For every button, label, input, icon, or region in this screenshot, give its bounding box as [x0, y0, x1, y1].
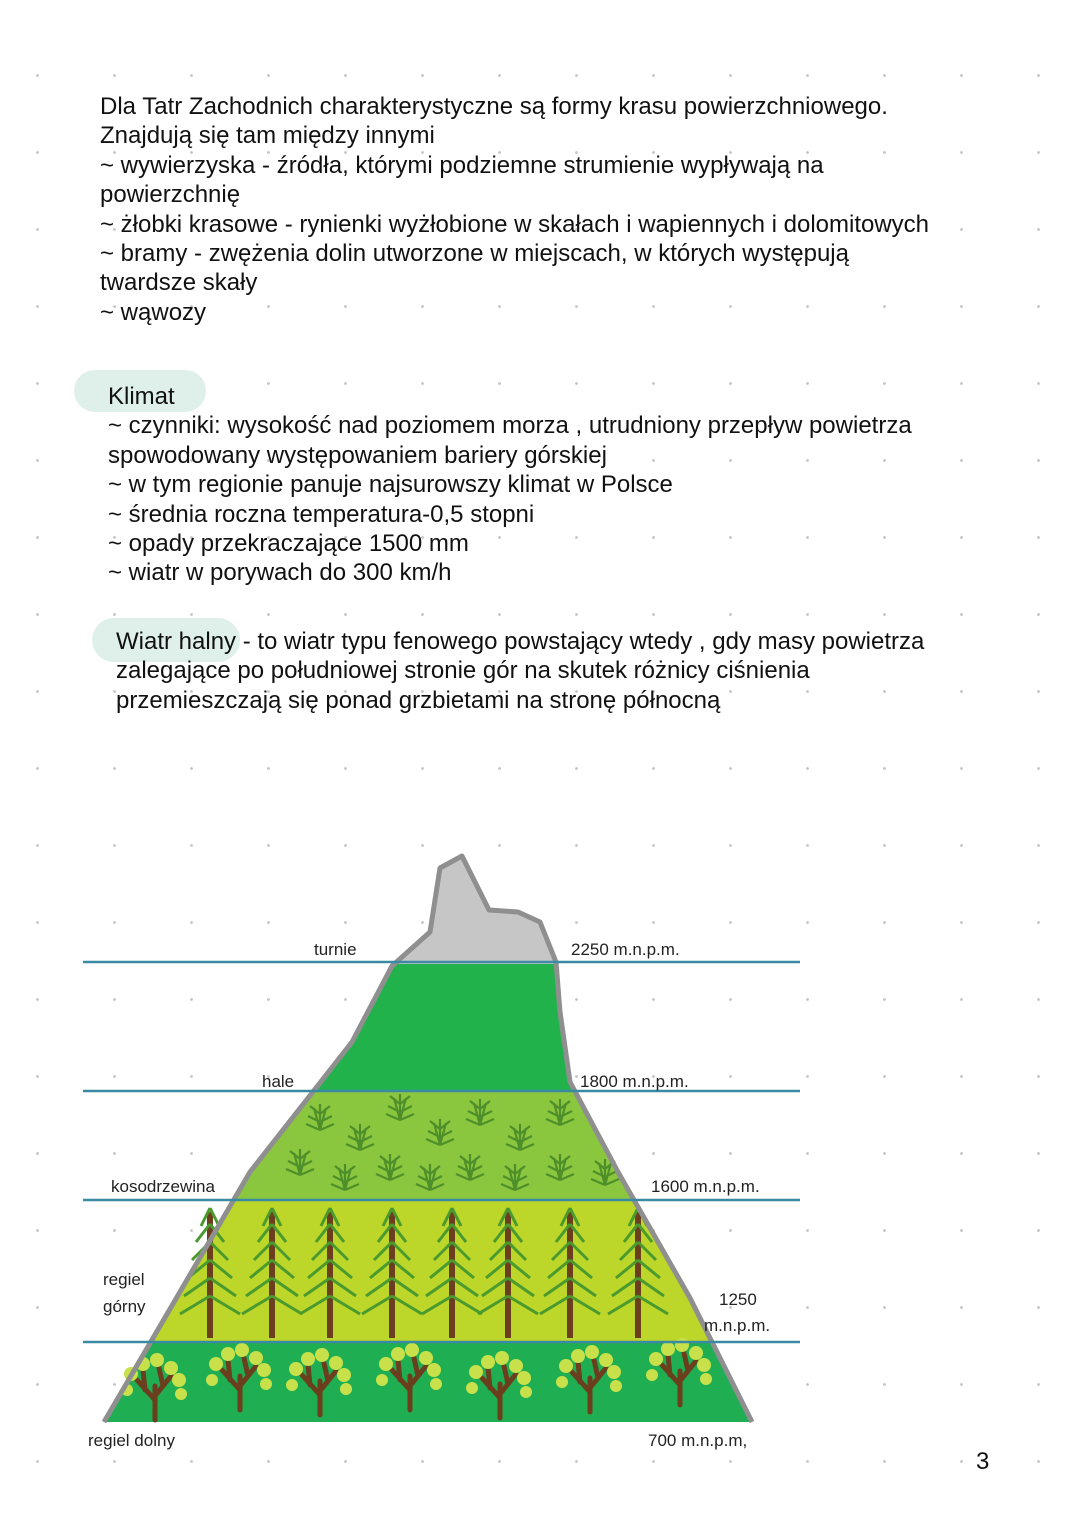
text-line: ~ wiatr w porywach do 300 km/h: [108, 559, 452, 587]
karst-forms-paragraph: [100, 92, 929, 327]
text-line: twardsze skały: [100, 269, 258, 297]
label-700: 700 m.n.p.m,: [648, 1431, 748, 1450]
label-1250-2: m.n.p.m.: [704, 1316, 771, 1335]
text-line: przemieszczają się ponad grzbietami na stronę północną: [116, 686, 721, 714]
text-line: ~ opady przekraczające 1500 mm: [108, 530, 469, 558]
text-line: Znajdują się tam między innymi: [100, 122, 435, 150]
text-line: ~ wywierzyska - źródła, którymi podziemne strumienie wypływają na: [100, 151, 824, 179]
label-kosodrzewina: kosodrzewina: [111, 1177, 215, 1196]
foehn-wind-definition: [116, 627, 924, 715]
label-regiel-gorny-2: górny: [103, 1297, 146, 1316]
label-regiel-dolny: regiel dolny: [88, 1431, 175, 1450]
text-line: ~ żłobki krasowe - rynienki wyżłobione w skałach i wapiennych i dolomitowych: [100, 210, 930, 238]
text-line: zalegające po południowej stronie gór na skutek różnicy ciśnienia: [116, 657, 810, 685]
text-line: ~ czynniki: wysokość nad poziomem morza , utrudniony przepływ powietrza: [108, 412, 912, 440]
zone-alpine-meadow: [0, 964, 840, 1090]
label-1600: 1600 m.n.p.m.: [651, 1177, 760, 1196]
text-line: spowodowany występowaniem bariery górskiej: [108, 441, 607, 469]
label-1250-1: 1250: [719, 1290, 757, 1309]
text-line: ~ średnia roczna temperatura-0,5 stopni: [108, 500, 535, 528]
label-turnie: turnie: [314, 940, 357, 959]
label-hale: hale: [262, 1072, 295, 1091]
zone-rock: [0, 840, 840, 964]
vegetation-zones-diagram: [0, 840, 840, 1460]
page-number: 3: [976, 1448, 990, 1475]
label-1800: 1800 m.n.p.m.: [580, 1072, 689, 1091]
text-line: Dla Tatr Zachodnich charakterystyczne są formy krasu powierzchniowego.: [100, 93, 888, 120]
label-2250: 2250 m.n.p.m.: [571, 940, 680, 959]
text-line: ~ wąwozy: [100, 298, 207, 326]
text-line: powierzchnię: [100, 181, 241, 209]
text-line: ~ bramy - zwężenia dolin utworzone w miejscach, w których występują: [100, 240, 849, 268]
label-regiel-gorny-1: regiel: [103, 1270, 145, 1289]
text-line: ~ w tym regionie panuje najsurowszy klimat w Polsce: [108, 471, 673, 499]
climate-heading: Klimat: [108, 383, 175, 410]
climate-section: [108, 382, 912, 588]
text-line: Wiatr halny - to wiatr typu fenowego powstający wtedy , gdy masy powietrza: [116, 628, 925, 655]
